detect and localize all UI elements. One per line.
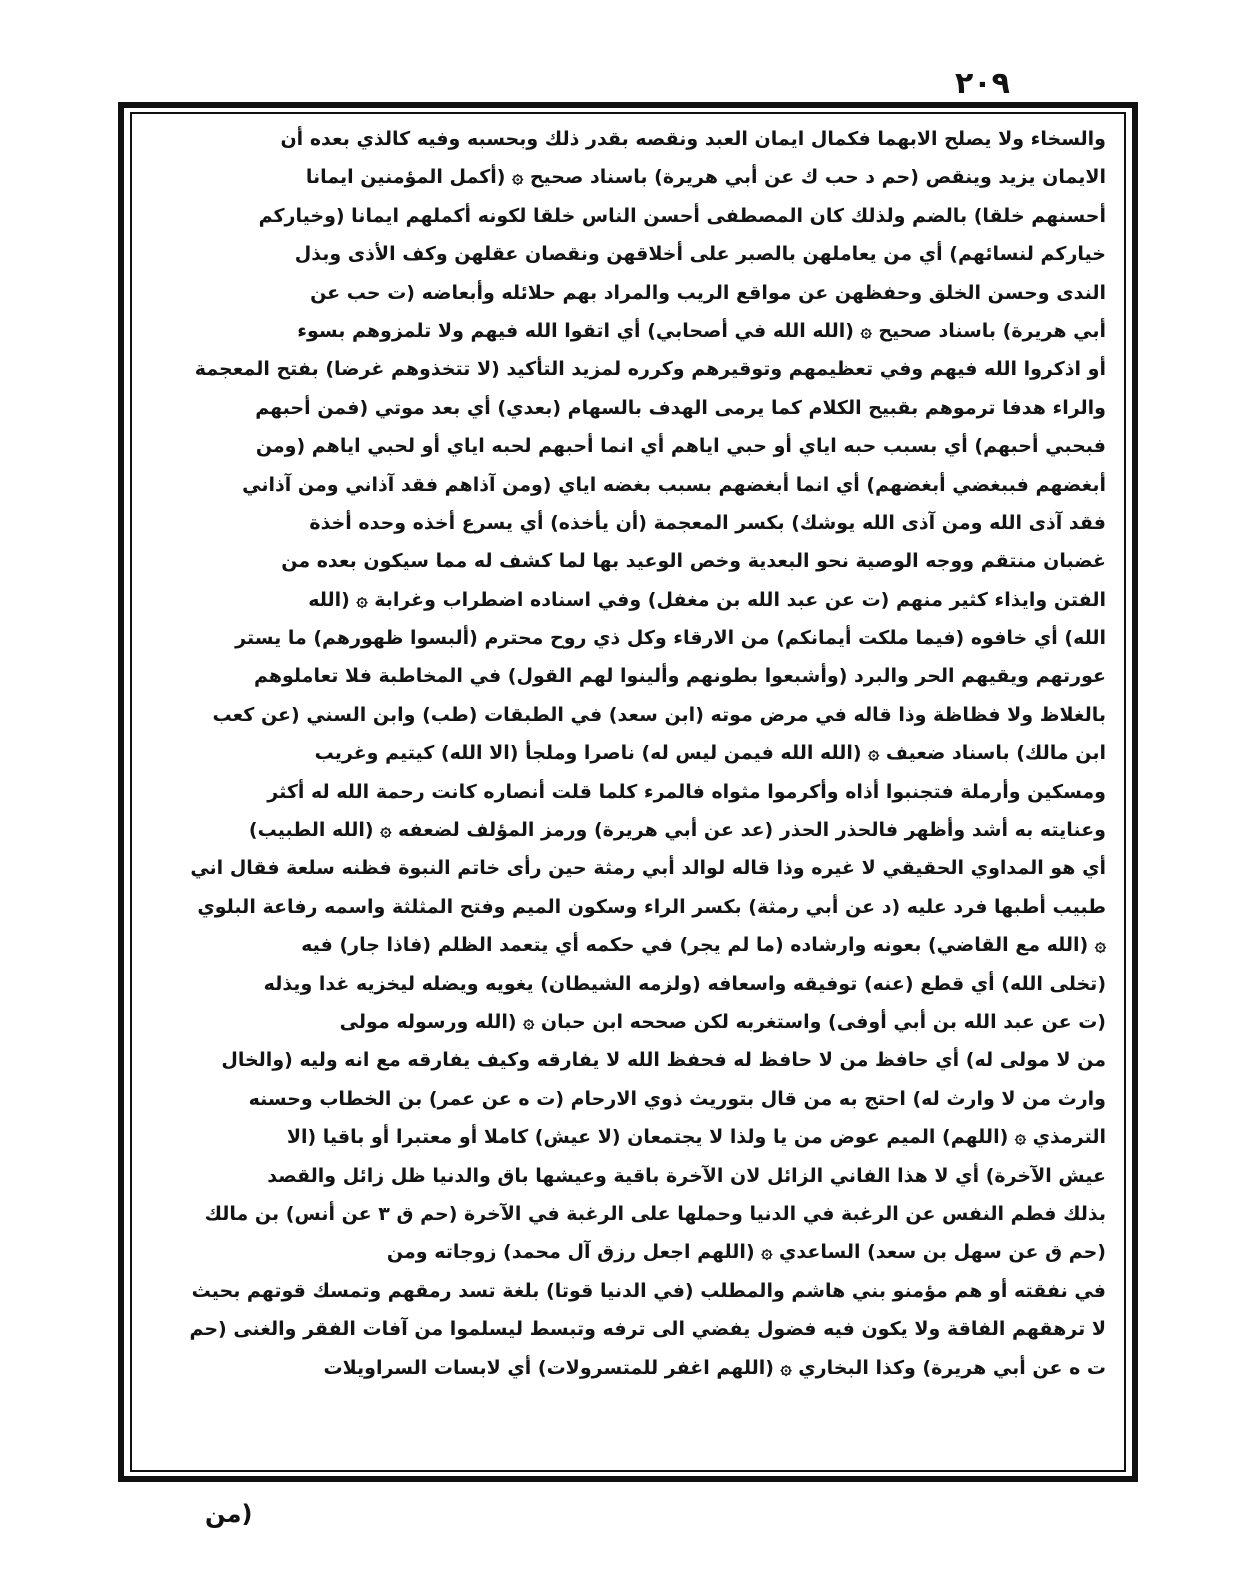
text-line: فبحبي أحبهم) أي بسبب حبه اياي أو حبي اياهم أي انما أحبهم لحبه اياي أو لحبي اياهم (ومن bbox=[255, 435, 1106, 458]
text-line bbox=[146, 1387, 1106, 1425]
text-line: عيش الآخرة) أي لا هذا الفاني الزائل لان الآخرة باقية وعيشها باق والدنيا ظل زائل والقصد bbox=[267, 1164, 1106, 1187]
text-line: (تخلى الله) أي قطع (عنه) توفيقه واسعافه (ولزمه الشيطان) يغويه ويضله ليخزيه غدا ويذله bbox=[263, 972, 1106, 995]
text-line: (حم ق عن سهل بن سعد) الساعدي ۞ (اللهم اجعل رزق آل محمد) زوجاته ومن bbox=[386, 1241, 1106, 1264]
text-line: أي هو المداوي الحقيقي لا غيره وذا قاله لوالد أبي رمثة حين رأى خاتم النبوة فظنه سلعة فقال اني bbox=[190, 857, 1106, 880]
text-line: الايمان يزيد وينقص (حم د حب ك عن أبي هريرة) باسناد صحيح ۞ (أكمل المؤمنين ايمانا bbox=[305, 166, 1106, 189]
text-line: الندى وحسن الخلق وحفظهن عن مواقع الريب والمراد بهم حلائله وأبعاضه (ت حب عن bbox=[310, 281, 1106, 304]
text-line: خياركم لنسائهم) أي من يعاملهن بالصبر على أخلاقهن ونقصان عقلهن وكف الأذى وبذل bbox=[294, 243, 1106, 266]
text-line: (ت عن عبد الله بن أبي أوفى) واستغربه لكن صححه ابن حبان ۞ (الله ورسوله مولى bbox=[339, 1010, 1106, 1033]
text-line: بذلك فطم النفس عن الرغبة في الدنيا وحملها على الرغبة في الآخرة (حم ق ٣ عن أنس) بن مالك bbox=[204, 1202, 1106, 1225]
text-line: أحسنهم خلقا) بالضم ولذلك كان المصطفى أحسن الناس خلقا لكونه أكملهم ايمانا (وخياركم bbox=[258, 204, 1106, 227]
text-line: الله) أي خافوه (فيما ملكت أيمانكم) من الارقاء وكل ذي روح محترم (ألبسوا ظهورهم) ما يستر bbox=[235, 627, 1106, 650]
text-line: أبغضهم فببغضي أبغضهم) أي انما أبغضهم بسبب بغضه اياي (ومن آذاهم فقد آذاني ومن آذاني bbox=[242, 473, 1106, 496]
text-line: أبي هريرة) باسناد صحيح ۞ (الله الله في أصحابي) أي اتقوا الله فيهم ولا تلمزوهم بسوء bbox=[297, 319, 1106, 342]
text-line: ومسكين وأرملة فتجنبوا أذاه وأكرموا مثواه فالمرء كلما قلت أنصاره كانت رحمة الله له أكثر bbox=[267, 780, 1106, 803]
text-line: طبيب أطبها فرد عليه (د عن أبي رمثة) بكسر الراء وسكون الميم وفتح المثلثة واسمه رفاعة البلوي bbox=[197, 895, 1106, 918]
page-number: ٢٠٩ bbox=[955, 66, 1010, 101]
text-line: ۞ (الله مع القاضي) بعونه وارشاده (ما لم يجر) في حكمه أي يتعمد الظلم (فاذا جار) فيه bbox=[301, 934, 1106, 957]
catchword: (من bbox=[205, 1500, 253, 1528]
text-line: بالغلاظ ولا فظاظة وذا قاله في مرض موته (ابن سعد) في الطبقات (طب) وابن السني (عن كعب bbox=[212, 703, 1106, 726]
text-line: الفتن وايذاء كثير منهم (ت عن عبد الله بن مغفل) وفي اسناده اضطراب وغرابة ۞ (الله bbox=[308, 588, 1106, 611]
text-line: أو اذكروا الله فيهم وفي تعظيمهم وتوقيرهم وكرره لمزيد التأكيد (لا تتخذوهم غرضا) بفتح المعجمة bbox=[194, 358, 1106, 381]
text-line: عورتهم ويقيهم الحر والبرد (وأشبعوا بطونهم وألينوا لهم القول) في المخاطبة فلا تعاملوهم bbox=[253, 665, 1106, 688]
text-line: ابن مالك) باسناد ضعيف ۞ (الله الله فيمن ليس له) ناصرا وملجأ (الا الله) كيتيم وغريب bbox=[314, 742, 1106, 765]
text-line: ت ه عن أبي هريرة) وكذا البخاري ۞ (اللهم اغفر للمتسرولات) أي لابسات السراويلات bbox=[323, 1356, 1106, 1379]
text-line: وعنايته به أشد وأظهر فالحذر الحذر (عد عن أبي هريرة) ورمز المؤلف لضعفه ۞ (الله الطبيب) bbox=[248, 819, 1106, 842]
text-line: والراء هدفا ترموهم بقبيح الكلام كما يرمى الهدف بالسهام (بعدي) أي بعد موتي (فمن أحبهم bbox=[255, 396, 1106, 419]
text-line: الترمذي ۞ (اللهم) الميم عوض من يا ولذا لا يجتمعان (لا عيش) كاملا أو معتبرا أو باقيا (الا bbox=[286, 1126, 1106, 1149]
text-line: وارث من لا وارث له) احتج به من قال بتوريث ذوي الارحام (ت ه عن عمر) بن الخطاب وحسنه bbox=[248, 1087, 1106, 1110]
text-line: من لا مولى له) أي حافظ من لا حافظ له فحفظ الله لا يفارقه وكيف يفارقه مع انه وليه (والخال bbox=[221, 1049, 1106, 1072]
text-line: في نفقته أو هم مؤمنو بني هاشم والمطلب (في الدنيا قوتا) بلغة تسد رمقهم وتمسك قوتهم بحيث bbox=[191, 1279, 1106, 1302]
text-block bbox=[146, 120, 1106, 1425]
text-line: والسخاء ولا يصلح الابهما فكمال ايمان العبد ونقصه بقدر ذلك وبحسبه وفيه كالذي بعده أن bbox=[280, 128, 1106, 150]
text-line: لا ترهقهم الفاقة ولا يكون فيه فضول يفضي الى ترفه وتبسط ليسلموا من آفات الفقر والغنى (حم bbox=[189, 1318, 1106, 1341]
text-line: فقد آذى الله ومن آذى الله يوشك) بكسر المعجمة (أن يأخذه) أي يسرع أخذه وحده أخذة bbox=[309, 511, 1106, 534]
text-line: غضبان منتقم ووجه الوصية نحو البعدية وخص الوعيد بها لما كشف له مما سيكون بعده من bbox=[281, 550, 1106, 573]
